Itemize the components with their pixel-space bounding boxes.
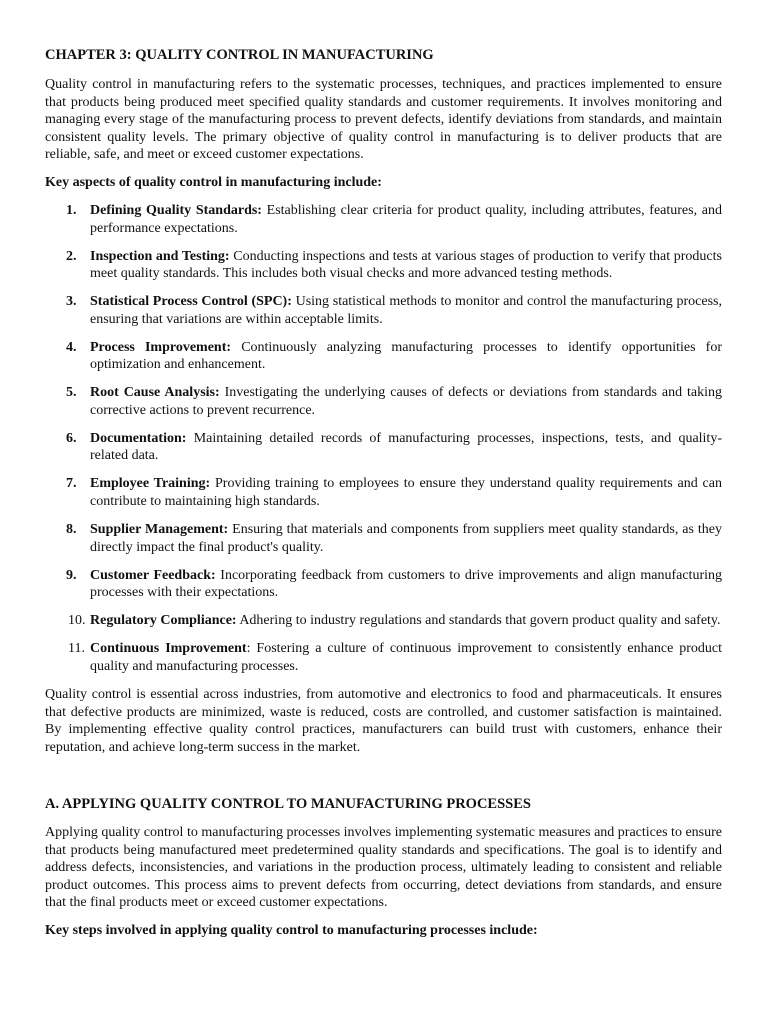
list-item-term: Employee Training: [90, 476, 211, 492]
list-item-text: Establishing clear criteria for product quality, including attributes, features, and performance expectations. [90, 203, 722, 236]
list-item [45, 248, 722, 283]
list-item-number: 6. [66, 430, 77, 446]
list-item-term: Process Improvement: [90, 339, 232, 355]
list-item-term: Regulatory Compliance: [90, 613, 237, 629]
list-item [45, 384, 722, 419]
list-item-number: 10. [68, 613, 86, 629]
list-item-text: Adhering to industry regulations and standards that govern product quality and safety. [236, 613, 721, 629]
list-item-number: 8. [66, 522, 77, 538]
list-item [45, 293, 722, 328]
list-item-number: 2. [66, 248, 77, 264]
list-item-text: Maintaining detailed records of manufacturing processes, inspections, tests, and quality-related data. [90, 430, 722, 464]
list-item-term: Defining Quality Standards: [90, 203, 262, 218]
list-item-text: Providing training to employees to ensure they understand quality requirements and can contribute to maintaining high standards. [90, 476, 722, 510]
key-aspects-heading: Key aspects of quality control in manufacturing include: [45, 175, 382, 190]
list-item [45, 339, 722, 374]
list-item [45, 567, 722, 602]
list-item-number: 5. [66, 385, 77, 401]
list-item-term: Inspection and Testing: [90, 248, 230, 264]
list-item-number: 4. [66, 339, 77, 355]
list-item-term: Customer Feedback: [90, 567, 216, 583]
list-item-term: Statistical Process Control (SPC): [90, 294, 292, 310]
list-item-text: Incorporating feedback from customers to drive improvements and align manufacturing processes with their expectations. [90, 567, 722, 601]
list-item [45, 612, 722, 630]
list-item-text: Ensuring that materials and components from suppliers meet quality standards, as they directly impact the final product's quality. [90, 522, 722, 555]
list-item-number: 11. [68, 641, 85, 657]
list-item-text: Conducting inspections and tests at various stages of production to verify that products meet quality standards. This includes both visual checks and more advanced testing methods. [90, 248, 722, 282]
list-item [45, 640, 722, 675]
list-item-term: Continuous Improvement [90, 641, 247, 657]
section-a-title: A. APPLYING QUALITY CONTROL TO MANUFACTURING PROCESSES [45, 796, 531, 812]
list-item [45, 430, 722, 465]
section-a-paragraph: Applying quality control to manufacturing processes involves implementing systematic measures and practices to ensure that products being manufactured meet predetermined quality standards and specifications. The goal is to identify and address defects, inconsistencies, and variations in the production process, ultimately leading to consistent and reliable product outcomes. This process aims to prevent defects from occurring, detect deviations from standards, and ensure that the final products meet or exceed customer expectations. [45, 825, 722, 911]
key-steps-heading: Key steps involved in applying quality control to manufacturing processes include: [45, 923, 538, 938]
list-item [45, 475, 722, 510]
list-item-number: 3. [66, 294, 77, 310]
list-item-text: Continuously analyzing manufacturing processes to identify opportunities for optimization and enhancement. [90, 339, 722, 373]
list-item-term: Root Cause Analysis: [90, 385, 220, 401]
list-item-text: : Fostering a culture of continuous improvement to consistently enhance product quality and manufacturing processes. [90, 641, 722, 674]
list-item-text: Investigating the underlying causes of defects or deviations from standards and taking corrective actions to prevent recurrence. [90, 385, 723, 418]
closing-paragraph: Quality control is essential across industries, from automotive and electronics to food and pharmaceuticals. It ensures that defective products are minimized, waste is reduced, costs are controlled, and customer satisfaction is maintained. By implementing effective quality control practices, manufacturers can build trust with customers, enhance their reputation, and achieve long-term success in the market. [45, 687, 722, 755]
chapter-title: CHAPTER 3: QUALITY CONTROL IN MANUFACTURING [45, 47, 434, 63]
list-item-text: Using statistical methods to monitor and control the manufacturing process, ensuring that variations are within acceptable limits. [90, 294, 722, 327]
list-item-term: Supplier Management: [90, 522, 229, 538]
list-item [45, 202, 722, 237]
list-item [45, 521, 722, 556]
list-item-number: 7. [66, 476, 77, 492]
intro-paragraph: Quality control in manufacturing refers to the systematic processes, techniques, and practices implemented to ensure that products being produced meet specified quality standards and customer requirements. It involves monitoring and managing every stage of the manufacturing process to prevent defects, identify deviations from standards, and maintain consistent quality levels. The primary objective of quality control in manufacturing is to deliver products that are reliable, safe, and meet or exceed customer expectations. [45, 77, 722, 163]
key-aspects-list [45, 202, 722, 686]
list-item-number: 9. [66, 567, 77, 583]
list-item-number: 1. [66, 203, 77, 218]
list-item-term: Documentation: [90, 430, 187, 446]
